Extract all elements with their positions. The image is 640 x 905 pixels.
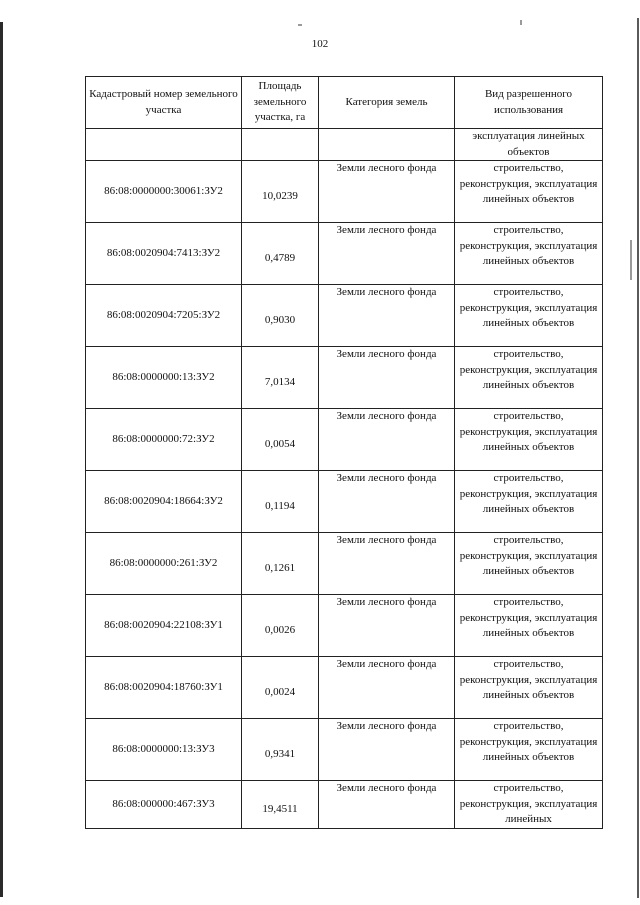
cadastral-number: 86:08:0020904:7413:ЗУ2 xyxy=(86,223,242,285)
land-category: Земли лесного фонда xyxy=(319,719,455,781)
area-text: 0,0026 xyxy=(264,623,296,636)
scan-right-edge xyxy=(637,18,639,898)
area-text: 0,9341 xyxy=(264,747,296,760)
area-value xyxy=(242,657,319,719)
cadastral-number: 86:08:0020904:7205:ЗУ2 xyxy=(86,285,242,347)
table-row xyxy=(86,471,603,533)
cadastral-number: 86:08:0020904:18664:ЗУ2 xyxy=(86,471,242,533)
area-text: 0,0024 xyxy=(264,685,296,698)
area-value xyxy=(242,409,319,471)
area-text: 0,1261 xyxy=(264,561,296,574)
permitted-use: строительство, реконструкция, эксплуатация линейных объектов xyxy=(455,161,603,223)
area-value xyxy=(242,471,319,533)
cadastral-number: 86:08:0000000:13:ЗУ2 xyxy=(86,347,242,409)
table-row xyxy=(86,595,603,657)
scan-speck xyxy=(520,20,522,25)
permitted-use: эксплуатация линейных объектов xyxy=(455,129,603,161)
table-row xyxy=(86,223,603,285)
cadastral-number: 86:08:0000000:72:ЗУ2 xyxy=(86,409,242,471)
header-land-category: Категория земель xyxy=(319,77,455,129)
area-value xyxy=(242,161,319,223)
table-row xyxy=(86,347,603,409)
cadastral-number: 86:08:0000000:13:ЗУ3 xyxy=(86,719,242,781)
area-value xyxy=(242,129,319,161)
cadastral-number: 86:08:0020904:22108:ЗУ1 xyxy=(86,595,242,657)
land-category: Земли лесного фонда xyxy=(319,161,455,223)
area-value xyxy=(242,223,319,285)
cadastral-number: 86:08:0000000:261:ЗУ2 xyxy=(86,533,242,595)
table-row xyxy=(86,719,603,781)
area-text: 7,0134 xyxy=(264,375,296,388)
land-category xyxy=(319,129,455,161)
land-category: Земли лесного фонда xyxy=(319,347,455,409)
table-row xyxy=(86,161,603,223)
land-category: Земли лесного фонда xyxy=(319,409,455,471)
area-value xyxy=(242,781,319,829)
header-area: Площадь земельного участка, га xyxy=(242,77,319,129)
permitted-use: строительство, реконструкция, эксплуатация линейных xyxy=(455,781,603,829)
permitted-use: строительство, реконструкция, эксплуатация линейных объектов xyxy=(455,595,603,657)
area-value xyxy=(242,347,319,409)
cadastral-number: 86:08:0000000:30061:ЗУ2 xyxy=(86,161,242,223)
cadastral-number: 86:08:000000:467:ЗУ3 xyxy=(86,781,242,829)
cadastral-number: 86:08:0020904:18760:ЗУ1 xyxy=(86,657,242,719)
area-value xyxy=(242,719,319,781)
table-header-row xyxy=(86,77,603,129)
permitted-use: строительство, реконструкция, эксплуатация линейных объектов xyxy=(455,347,603,409)
area-value xyxy=(242,595,319,657)
land-category: Земли лесного фонда xyxy=(319,285,455,347)
table-continuation-row xyxy=(86,129,603,161)
permitted-use: строительство, реконструкция, эксплуатация линейных объектов xyxy=(455,471,603,533)
table-row xyxy=(86,409,603,471)
area-text: 10,0239 xyxy=(262,189,298,202)
area-value xyxy=(242,285,319,347)
table-row xyxy=(86,533,603,595)
scan-left-edge xyxy=(0,22,3,897)
header-cadastral-number: Кадастровый номер земельного участка xyxy=(86,77,242,129)
land-category: Земли лесного фонда xyxy=(319,657,455,719)
area-text: 0,4789 xyxy=(264,251,296,264)
page-number: 102 xyxy=(311,38,329,50)
permitted-use: строительство, реконструкция, эксплуатация линейных объектов xyxy=(455,657,603,719)
table-row xyxy=(86,657,603,719)
table-row xyxy=(86,781,603,829)
table-row xyxy=(86,285,603,347)
land-category: Земли лесного фонда xyxy=(319,595,455,657)
land-category: Земли лесного фонда xyxy=(319,223,455,285)
area-text: 0,9030 xyxy=(264,313,296,326)
header-permitted-use: Вид разрешенного использования xyxy=(455,77,603,129)
scan-speck xyxy=(630,240,632,280)
land-category: Земли лесного фонда xyxy=(319,533,455,595)
scan-speck xyxy=(298,24,302,26)
area-text: 0,1194 xyxy=(265,499,295,512)
permitted-use: строительство, реконструкция, эксплуатация линейных объектов xyxy=(455,223,603,285)
permitted-use: строительство, реконструкция, эксплуатация линейных объектов xyxy=(455,719,603,781)
area-value xyxy=(242,533,319,595)
area-text: 0,0054 xyxy=(264,437,296,450)
land-category: Земли лесного фонда xyxy=(319,781,455,829)
land-plots-table xyxy=(85,76,603,829)
cadastral-number xyxy=(86,129,242,161)
land-category: Земли лесного фонда xyxy=(319,471,455,533)
permitted-use: строительство, реконструкция, эксплуатация линейных объектов xyxy=(455,285,603,347)
permitted-use: строительство, реконструкция, эксплуатация линейных объектов xyxy=(455,409,603,471)
permitted-use: строительство, реконструкция, эксплуатация линейных объектов xyxy=(455,533,603,595)
area-text: 19,4511 xyxy=(262,802,298,815)
